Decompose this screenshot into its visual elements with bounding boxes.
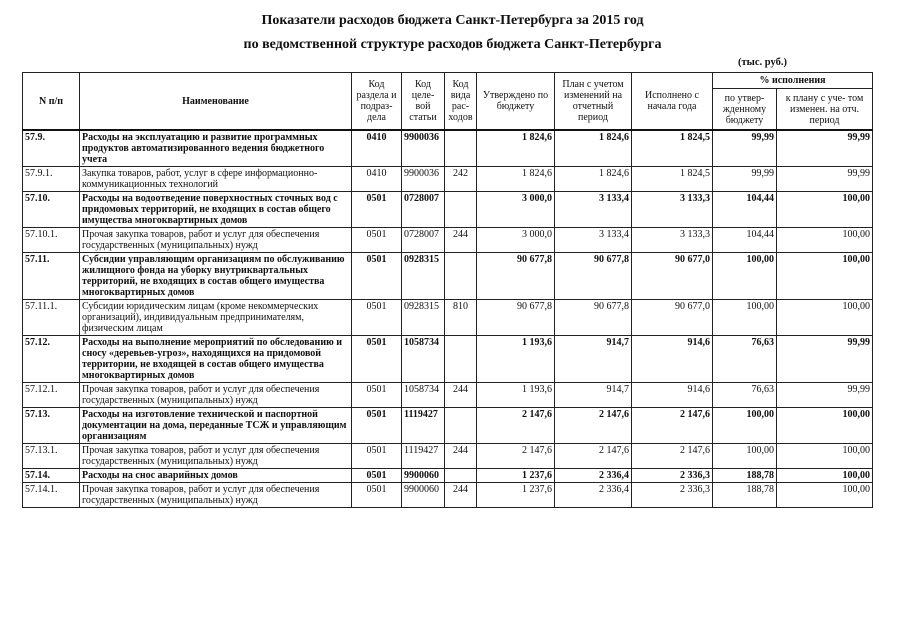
cell-kod-razdela: 0410 bbox=[352, 130, 402, 167]
table-row bbox=[23, 253, 873, 300]
cell-ispolneno: 914,6 bbox=[632, 336, 713, 383]
table-row bbox=[23, 408, 873, 444]
cell-kod-razdela: 0501 bbox=[352, 383, 402, 408]
header-npp: N п/п bbox=[23, 73, 80, 131]
units-label: (тыс. руб.) bbox=[738, 57, 787, 68]
cell-pct-budget: 104,44 bbox=[713, 192, 777, 228]
cell-ispolneno: 914,6 bbox=[632, 383, 713, 408]
table-row bbox=[23, 336, 873, 383]
cell-kod-statyi: 1058734 bbox=[402, 383, 445, 408]
cell-kod-razdela: 0501 bbox=[352, 300, 402, 336]
table-row bbox=[23, 192, 873, 228]
cell-name: Расходы на эксплуатацию и развитие программных продуктов автоматизированного ведения бюджетного учета bbox=[80, 130, 352, 167]
cell-kod-vida bbox=[445, 192, 477, 228]
cell-kod-vida: 244 bbox=[445, 444, 477, 469]
cell-name: Субсидии управляющим организациям по обслуживанию жилищного фонда на уборку внутриквартальных территорий, не входящих в состав общего имущества многоквартирных домов bbox=[80, 253, 352, 300]
cell-kod-statyi: 1058734 bbox=[402, 336, 445, 383]
cell-kod-statyi: 1119427 bbox=[402, 408, 445, 444]
cell-npp: 57.10. bbox=[23, 192, 80, 228]
cell-pct-plan: 100,00 bbox=[777, 253, 873, 300]
cell-ispolneno: 3 133,3 bbox=[632, 192, 713, 228]
cell-kod-vida: 244 bbox=[445, 383, 477, 408]
cell-pct-plan: 100,00 bbox=[777, 483, 873, 508]
cell-kod-razdela: 0501 bbox=[352, 192, 402, 228]
cell-ispolneno: 2 147,6 bbox=[632, 408, 713, 444]
cell-kod-vida bbox=[445, 336, 477, 383]
table-header-row bbox=[23, 73, 873, 89]
cell-ispolneno: 2 336,3 bbox=[632, 483, 713, 508]
cell-plan: 1 824,6 bbox=[555, 130, 632, 167]
table-body bbox=[23, 130, 873, 508]
cell-name: Расходы на снос аварийных домов bbox=[80, 469, 352, 483]
cell-name: Прочая закупка товаров, работ и услуг для обеспечения государственных (муниципальных) нужд bbox=[80, 383, 352, 408]
cell-kod-statyi: 1119427 bbox=[402, 444, 445, 469]
cell-plan: 914,7 bbox=[555, 336, 632, 383]
cell-pct-budget: 104,44 bbox=[713, 228, 777, 253]
table-row bbox=[23, 228, 873, 253]
cell-npp: 57.9. bbox=[23, 130, 80, 167]
header-kod-razdela: Код раздела и подраз- дела bbox=[352, 73, 402, 131]
cell-pct-plan: 100,00 bbox=[777, 444, 873, 469]
cell-kod-razdela: 0501 bbox=[352, 444, 402, 469]
cell-name: Субсидии юридическим лицам (кроме некоммерческих организаций), индивидуальным предпринимателям, физическим лицам bbox=[80, 300, 352, 336]
cell-ispolneno: 2 147,6 bbox=[632, 444, 713, 469]
cell-pct-budget: 76,63 bbox=[713, 336, 777, 383]
cell-plan: 90 677,8 bbox=[555, 253, 632, 300]
cell-kod-vida bbox=[445, 130, 477, 167]
cell-utverzhdeno: 1 237,6 bbox=[477, 483, 555, 508]
cell-utverzhdeno: 2 147,6 bbox=[477, 408, 555, 444]
cell-plan: 1 824,6 bbox=[555, 167, 632, 192]
cell-ispolneno: 90 677,0 bbox=[632, 253, 713, 300]
cell-kod-vida bbox=[445, 408, 477, 444]
cell-utverzhdeno: 1 824,6 bbox=[477, 130, 555, 167]
cell-kod-vida: 244 bbox=[445, 483, 477, 508]
cell-kod-vida: 244 bbox=[445, 228, 477, 253]
cell-pct-budget: 100,00 bbox=[713, 300, 777, 336]
cell-plan: 2 336,4 bbox=[555, 469, 632, 483]
cell-npp: 57.11.1. bbox=[23, 300, 80, 336]
cell-plan: 2 147,6 bbox=[555, 408, 632, 444]
cell-kod-vida: 810 bbox=[445, 300, 477, 336]
budget-table bbox=[22, 72, 873, 508]
cell-kod-statyi: 9900060 bbox=[402, 469, 445, 483]
header-utverzhdeno: Утверждено по бюджету bbox=[477, 73, 555, 131]
cell-plan: 2 336,4 bbox=[555, 483, 632, 508]
cell-kod-razdela: 0410 bbox=[352, 167, 402, 192]
cell-pct-budget: 188,78 bbox=[713, 469, 777, 483]
cell-kod-vida bbox=[445, 253, 477, 300]
header-kod-statyi: Код целе- вой статьи bbox=[402, 73, 445, 131]
cell-kod-razdela: 0501 bbox=[352, 408, 402, 444]
cell-kod-razdela: 0501 bbox=[352, 228, 402, 253]
cell-npp: 57.13. bbox=[23, 408, 80, 444]
cell-pct-plan: 99,99 bbox=[777, 383, 873, 408]
cell-npp: 57.12. bbox=[23, 336, 80, 383]
cell-kod-razdela: 0501 bbox=[352, 336, 402, 383]
cell-utverzhdeno: 3 000,0 bbox=[477, 192, 555, 228]
cell-npp: 57.14.1. bbox=[23, 483, 80, 508]
cell-kod-razdela: 0501 bbox=[352, 253, 402, 300]
cell-name: Расходы на выполнение мероприятий по обследованию и сносу «деревьев-угроз», находящихся на придомовой территории, не входящей в состав общего имущества многоквартирных домов bbox=[80, 336, 352, 383]
header-pct: % исполнения bbox=[713, 73, 873, 89]
table-row bbox=[23, 130, 873, 167]
cell-kod-statyi: 0928315 bbox=[402, 300, 445, 336]
cell-pct-plan: 100,00 bbox=[777, 408, 873, 444]
cell-kod-statyi: 9900036 bbox=[402, 130, 445, 167]
cell-npp: 57.13.1. bbox=[23, 444, 80, 469]
cell-pct-budget: 99,99 bbox=[713, 130, 777, 167]
cell-pct-budget: 99,99 bbox=[713, 167, 777, 192]
cell-name: Прочая закупка товаров, работ и услуг для обеспечения государственных (муниципальных) нужд bbox=[80, 483, 352, 508]
cell-kod-statyi: 0728007 bbox=[402, 228, 445, 253]
cell-utverzhdeno: 3 000,0 bbox=[477, 228, 555, 253]
cell-plan: 90 677,8 bbox=[555, 300, 632, 336]
table-row bbox=[23, 383, 873, 408]
cell-utverzhdeno: 1 237,6 bbox=[477, 469, 555, 483]
cell-utverzhdeno: 1 193,6 bbox=[477, 336, 555, 383]
cell-npp: 57.9.1. bbox=[23, 167, 80, 192]
cell-name: Закупка товаров, работ, услуг в сфере информационно-коммуникационных технологий bbox=[80, 167, 352, 192]
cell-kod-razdela: 0501 bbox=[352, 483, 402, 508]
cell-utverzhdeno: 90 677,8 bbox=[477, 253, 555, 300]
table-row bbox=[23, 483, 873, 508]
cell-ispolneno: 3 133,3 bbox=[632, 228, 713, 253]
cell-utverzhdeno: 90 677,8 bbox=[477, 300, 555, 336]
cell-plan: 914,7 bbox=[555, 383, 632, 408]
header-kod-vida: Код вида рас- ходов bbox=[445, 73, 477, 131]
cell-name: Расходы на водоотведение поверхностных сточных вод с придомовых территорий, не входящих в состав общего имущества многоквартирных домов bbox=[80, 192, 352, 228]
cell-utverzhdeno: 1 193,6 bbox=[477, 383, 555, 408]
cell-ispolneno: 1 824,5 bbox=[632, 130, 713, 167]
cell-pct-plan: 99,99 bbox=[777, 130, 873, 167]
cell-ispolneno: 1 824,5 bbox=[632, 167, 713, 192]
cell-pct-plan: 100,00 bbox=[777, 469, 873, 483]
cell-pct-plan: 100,00 bbox=[777, 300, 873, 336]
cell-pct-budget: 100,00 bbox=[713, 444, 777, 469]
cell-pct-plan: 99,99 bbox=[777, 167, 873, 192]
cell-kod-razdela: 0501 bbox=[352, 469, 402, 483]
cell-pct-plan: 100,00 bbox=[777, 228, 873, 253]
header-ispolneno: Исполнено с начала года bbox=[632, 73, 713, 131]
document-title: Показатели расходов бюджета Санкт-Петербурга за 2015 год bbox=[261, 13, 644, 28]
table-row bbox=[23, 300, 873, 336]
cell-npp: 57.10.1. bbox=[23, 228, 80, 253]
cell-pct-plan: 100,00 bbox=[777, 192, 873, 228]
header-pct-plan: к плану с уче- том изменен. на отч. период bbox=[777, 89, 873, 131]
cell-kod-statyi: 0928315 bbox=[402, 253, 445, 300]
cell-pct-budget: 100,00 bbox=[713, 408, 777, 444]
cell-plan: 3 133,4 bbox=[555, 192, 632, 228]
cell-kod-vida: 242 bbox=[445, 167, 477, 192]
cell-utverzhdeno: 1 824,6 bbox=[477, 167, 555, 192]
cell-name: Расходы на изготовление технической и паспортной документации на дома, переданные ТСЖ и управляющим организациям bbox=[80, 408, 352, 444]
document-subtitle: по ведомственной структуре расходов бюджета Санкт-Петербурга bbox=[243, 37, 662, 52]
cell-pct-plan: 99,99 bbox=[777, 336, 873, 383]
cell-plan: 3 133,4 bbox=[555, 228, 632, 253]
cell-ispolneno: 90 677,0 bbox=[632, 300, 713, 336]
cell-npp: 57.12.1. bbox=[23, 383, 80, 408]
cell-kod-statyi: 9900036 bbox=[402, 167, 445, 192]
table-row bbox=[23, 469, 873, 483]
header-pct-budget: по утвер- жденному бюджету bbox=[713, 89, 777, 131]
cell-kod-statyi: 0728007 bbox=[402, 192, 445, 228]
table-row bbox=[23, 444, 873, 469]
cell-utverzhdeno: 2 147,6 bbox=[477, 444, 555, 469]
cell-npp: 57.11. bbox=[23, 253, 80, 300]
header-plan: План с учетом изменений на отчетный период bbox=[555, 73, 632, 131]
cell-kod-vida bbox=[445, 469, 477, 483]
header-name: Наименование bbox=[80, 73, 352, 131]
cell-pct-budget: 76,63 bbox=[713, 383, 777, 408]
table-row bbox=[23, 167, 873, 192]
cell-ispolneno: 2 336,3 bbox=[632, 469, 713, 483]
cell-name: Прочая закупка товаров, работ и услуг для обеспечения государственных (муниципальных) нужд bbox=[80, 444, 352, 469]
cell-plan: 2 147,6 bbox=[555, 444, 632, 469]
cell-npp: 57.14. bbox=[23, 469, 80, 483]
cell-pct-budget: 188,78 bbox=[713, 483, 777, 508]
cell-name: Прочая закупка товаров, работ и услуг для обеспечения государственных (муниципальных) нужд bbox=[80, 228, 352, 253]
cell-kod-statyi: 9900060 bbox=[402, 483, 445, 508]
cell-pct-budget: 100,00 bbox=[713, 253, 777, 300]
